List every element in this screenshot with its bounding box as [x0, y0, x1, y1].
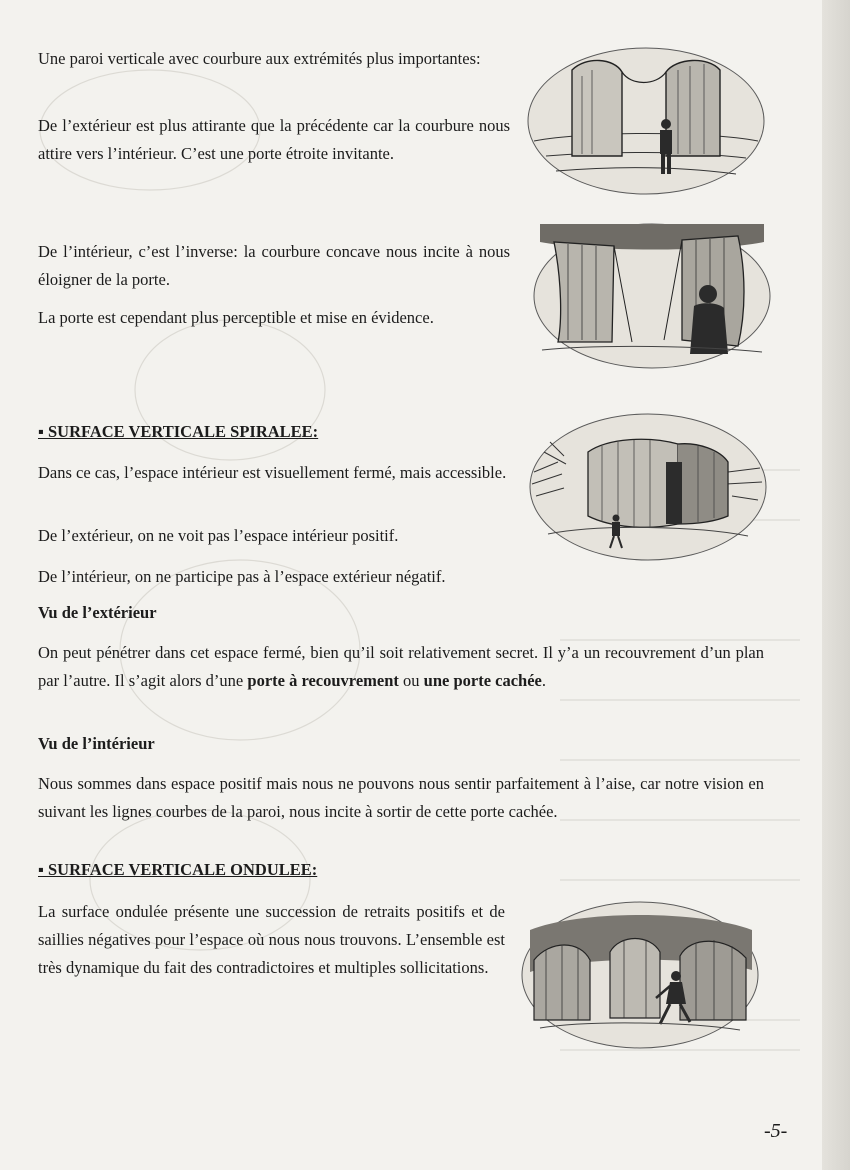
page-number: -5-	[764, 1120, 788, 1142]
spiral-wall-sketch	[528, 412, 768, 562]
curved-wall-interior-sketch	[532, 222, 772, 370]
paragraph-note: La porte est cependant plus perceptible et mise en évidence.	[38, 308, 434, 327]
heading-spiral: ▪ SURFACE VERTICALE SPIRALEE:	[38, 422, 319, 441]
paragraph-exterior-view: On peut pénétrer dans cet espace fermé, bien qu’il soit relativement secret. Il y’a un recouvrement d’un plan par l’autre. Il s’agit alors d’une porte à recouvrement ou une porte cachée.	[38, 643, 764, 690]
paragraph-exterior: De l’extérieur est plus attirante que la précédente car la courbure nous attire vers l’intérieur. C’est une porte étroite invitante.	[38, 116, 510, 163]
paragraph-spiral-3: De l’intérieur, on ne participe pas à l’espace extérieur négatif.	[38, 567, 446, 586]
paragraph-intro: Une paroi verticale avec courbure aux extrémités plus importantes:	[38, 49, 481, 68]
curved-wall-exterior-sketch	[526, 46, 766, 196]
subheading-exterior: Vu de l’extérieur	[38, 603, 157, 622]
heading-undulating: ▪ SURFACE VERTICALE ONDULEE:	[38, 860, 318, 879]
paragraph-undulating: La surface ondulée présente une succession de retraits positifs et de saillies négatives pour l’espace où nous nous trouvons. L’ensemble est très dynamique du fait des contradictoires et multiples sollicitations.	[38, 902, 505, 977]
paragraph-spiral-2: De l’extérieur, on ne voit pas l’espace intérieur positif.	[38, 526, 399, 545]
paragraph-interior-view: Nous sommes dans espace positif mais nous ne pouvons nous sentir parfaitement à l’aise, car notre vision en suivant les lignes courbes de la paroi, nous incite à sortir de cette porte cachée.	[38, 774, 764, 821]
page-edge	[822, 0, 850, 1170]
paragraph-interior: De l’intérieur, c’est l’inverse: la courbure concave nous incite à nous éloigner de la porte.	[38, 242, 510, 289]
paragraph-spiral-1: Dans ce cas, l’espace intérieur est visuellement fermé, mais accessible.	[38, 463, 507, 482]
undulating-wall-sketch	[520, 900, 760, 1050]
subheading-interior: Vu de l’intérieur	[38, 734, 155, 753]
